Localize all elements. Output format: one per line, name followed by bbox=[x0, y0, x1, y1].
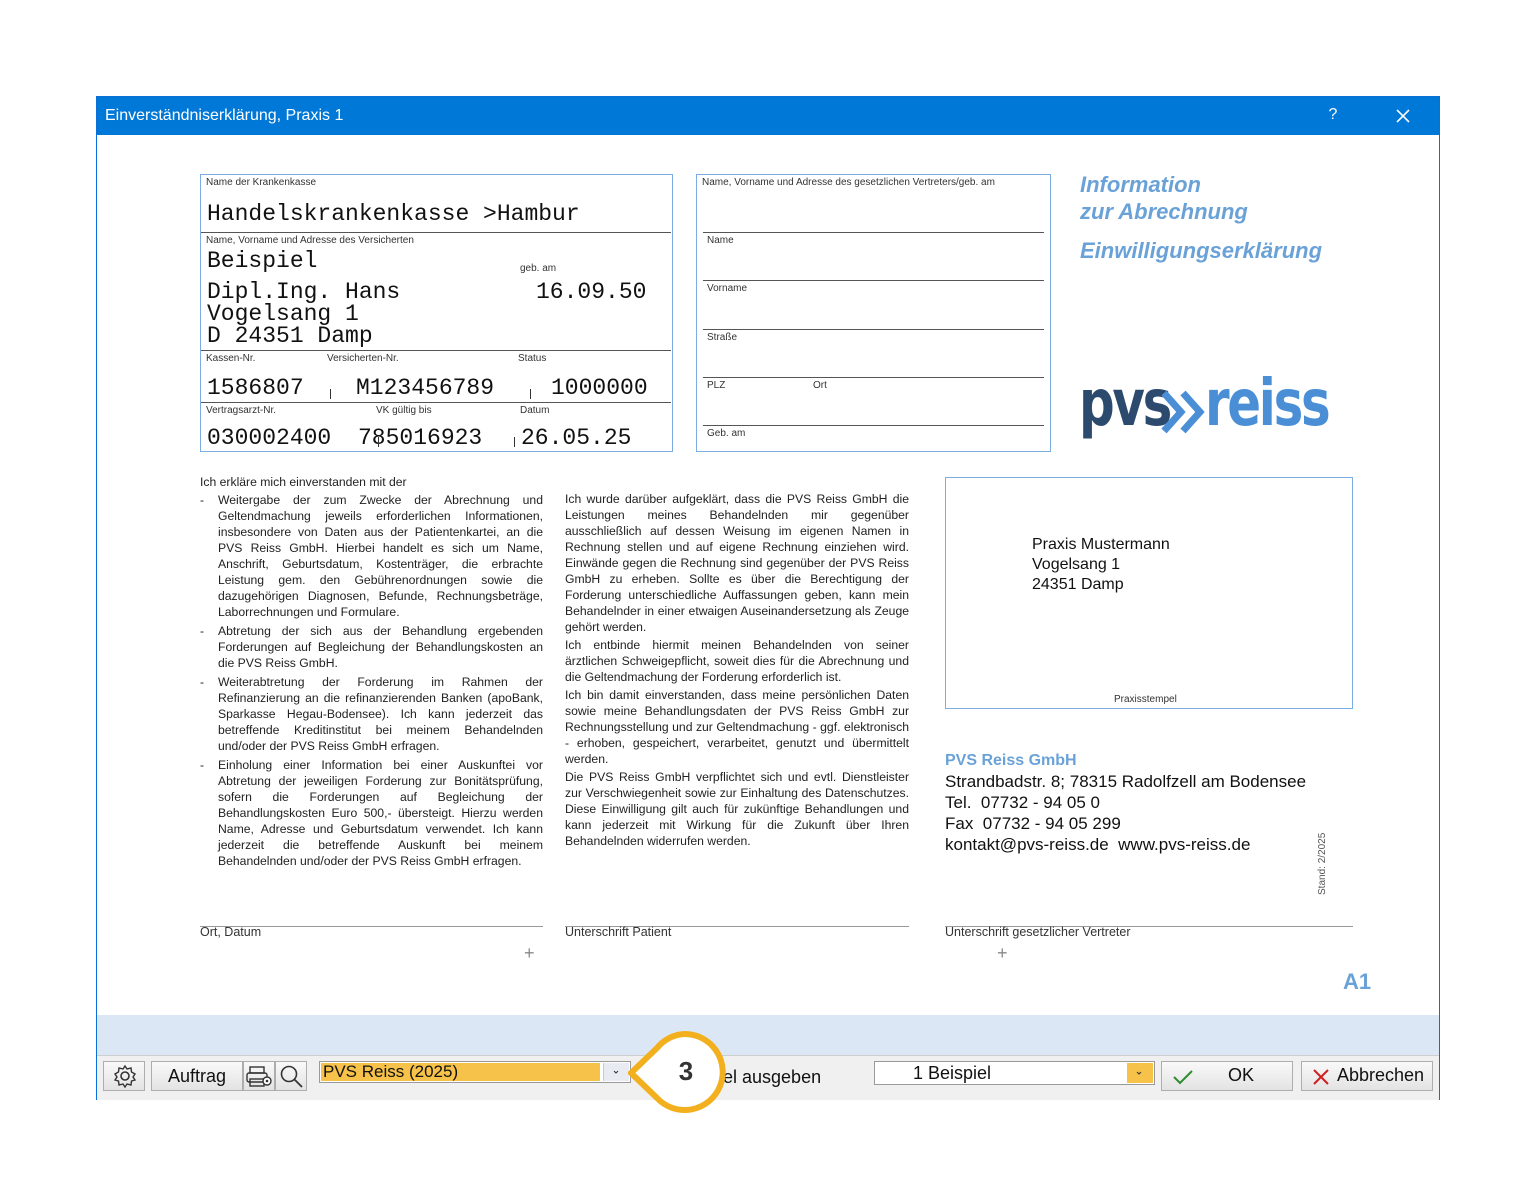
datum-value: 26.05.25 bbox=[521, 425, 632, 451]
bottom-toolbar bbox=[97, 1055, 1439, 1100]
consent-left-column bbox=[200, 474, 543, 869]
crosshair-marker-2: + bbox=[997, 943, 1008, 963]
info-heading bbox=[1080, 171, 1322, 264]
close-icon bbox=[1311, 1067, 1331, 1087]
patient-street: Vogelsang 1 bbox=[207, 301, 359, 327]
copies-select[interactable] bbox=[874, 1061, 1155, 1085]
copies-select-value: 1 Beispiel bbox=[913, 1063, 992, 1083]
chevron-down-icon bbox=[1127, 1063, 1151, 1081]
company-fax: Fax 07732 - 94 05 299 bbox=[945, 814, 1121, 833]
status-value: 1000000 bbox=[551, 375, 648, 401]
template-select-value: PVS Reiss (2025) bbox=[321, 1063, 600, 1081]
practice-stamp-box bbox=[945, 477, 1353, 709]
preview-search-button[interactable] bbox=[275, 1061, 307, 1091]
patient-name-line2: Dipl.Ing. Hans bbox=[207, 279, 401, 305]
label-kassen-nr: Kassen-Nr. bbox=[206, 353, 256, 364]
stamp-label: Praxisstempel bbox=[1114, 694, 1177, 705]
sig-vertreter: Unterschrift gesetzlicher Vertreter bbox=[945, 925, 1131, 939]
patient-name-line1: Beispiel bbox=[207, 248, 318, 274]
pvs-reiss-logo bbox=[1079, 367, 1329, 457]
label-versicherten-nr: Versicherten-Nr. bbox=[327, 353, 399, 364]
sig-ort-datum: Ort, Datum bbox=[200, 925, 262, 939]
versicherten-nr-value: M123456789 bbox=[356, 375, 495, 401]
logo-part1: pvs bbox=[1079, 367, 1170, 441]
printer-settings-icon bbox=[246, 1064, 274, 1088]
logo-chevrons-icon bbox=[1161, 387, 1207, 437]
template-dropdown-button[interactable] bbox=[603, 1063, 629, 1081]
check-icon bbox=[1172, 1067, 1194, 1087]
printer-settings-button[interactable] bbox=[243, 1061, 275, 1091]
stamp-line3: 24351 Damp bbox=[1032, 576, 1124, 593]
rep-name-label: Name bbox=[707, 235, 734, 246]
representative-box bbox=[696, 174, 1051, 452]
consent-bullet-3: - Weiterabtretung der Forderung im Rahmen der Refinanzierung an die refinanzierenden Banken (apoBank, Sparkasse Hegau-Bodensee). Ich kann jederzeit das betreffende Kreditinstitut bei meinem Behandelnden und/oder der PVS Reiss GmbH erfragen. bbox=[200, 675, 543, 753]
patient-city: D 24351 Damp bbox=[207, 323, 373, 349]
rep-ort-label: Ort bbox=[813, 380, 827, 391]
print-output-label: el ausgeben bbox=[723, 1067, 822, 1087]
title-bar bbox=[97, 97, 1439, 135]
window-title: Einverständniserklärung, Praxis 1 bbox=[105, 107, 344, 124]
consent-intro: Ich erkläre mich einverstanden mit der bbox=[200, 475, 407, 489]
rep-strasse-label: Straße bbox=[707, 332, 738, 343]
help-button[interactable]: ? bbox=[1328, 106, 1338, 123]
close-icon[interactable] bbox=[1393, 106, 1413, 126]
info-line1: Information bbox=[1080, 172, 1201, 197]
chevron-down-icon bbox=[604, 1063, 628, 1079]
consent-middle-column bbox=[565, 491, 909, 849]
info-line2: zur Abrechnung bbox=[1080, 199, 1248, 224]
vk-value: 785016923 bbox=[358, 425, 483, 451]
kasse-value: Handelskrankenkasse >Hambur bbox=[207, 201, 580, 227]
cancel-button[interactable] bbox=[1301, 1061, 1433, 1091]
stand-label: Stand: 2/2025 bbox=[1317, 832, 1328, 895]
label-status: Status bbox=[518, 353, 547, 364]
rep-vorname-label: Vorname bbox=[707, 283, 748, 294]
kassen-nr-value: 1586807 bbox=[207, 375, 304, 401]
sig-patient: Unterschrift Patient bbox=[565, 925, 672, 939]
callout-marker bbox=[628, 1030, 728, 1116]
company-web: kontakt@pvs-reiss.de www.pvs-reiss.de bbox=[945, 835, 1251, 854]
preview-bottom-strip bbox=[97, 1015, 1439, 1055]
crosshair-marker-1: + bbox=[524, 943, 535, 963]
label-vk: VK gültig bis bbox=[376, 405, 432, 416]
label-kasse: Name der Krankenkasse bbox=[206, 177, 317, 188]
company-name: PVS Reiss GmbH bbox=[945, 752, 1077, 769]
settings-button[interactable] bbox=[103, 1061, 145, 1091]
ok-label: OK bbox=[1228, 1065, 1255, 1085]
company-tel: Tel. 07732 - 94 05 0 bbox=[945, 793, 1101, 812]
gear-icon bbox=[112, 1064, 138, 1088]
rep-geb-label: Geb. am bbox=[707, 428, 746, 439]
dialog-window bbox=[96, 96, 1440, 1100]
company-info bbox=[945, 750, 1306, 855]
info-line3: Einwilligungserklärung bbox=[1080, 238, 1323, 263]
patient-birthdate: 16.09.50 bbox=[536, 279, 647, 305]
logo-part2: reiss bbox=[1205, 367, 1329, 441]
consent-bullet-1: - Weitergabe der zum Zwecke der Abrechnung und Geltendmachung jeweils erforderlichen Informationen, insbesondere von Daten aus der Patientenkartei, an die PVS Reiss GmbH. Hierbei handelt es sich um Name, Anschrift, Geburtsdatum, Kostenträger, die erbrachte Leistung gem. den Gebührenordnungen sowie die dazugehörigen Diagnosen, Befunde, Rechnungsbeträge, Laborrechnungen und Formulare. bbox=[200, 493, 543, 619]
magnifier-icon bbox=[279, 1064, 305, 1088]
insurance-card-box bbox=[200, 174, 673, 452]
auftrag-button[interactable]: Auftrag bbox=[151, 1061, 243, 1091]
copies-dropdown-button[interactable] bbox=[1127, 1063, 1153, 1083]
form-preview bbox=[97, 135, 1439, 1015]
cancel-label: Abbrechen bbox=[1337, 1065, 1425, 1085]
consent-para-2: Ich entbinde hiermit meinen Behandelnden von seiner ärztlichen Schweigepflicht, soweit dies für die Abrechnung und die Geltendmachung der Forderung erforderlich ist. bbox=[565, 638, 909, 684]
company-address: Strandbadstr. 8; 78315 Radolfzell am Bodensee bbox=[945, 772, 1307, 791]
stamp-line2: Vogelsang 1 bbox=[1032, 556, 1121, 573]
label-vertragsarzt: Vertragsarzt-Nr. bbox=[206, 405, 277, 416]
label-geb-am: geb. am bbox=[520, 263, 557, 274]
rep-plz-label: PLZ bbox=[707, 380, 726, 391]
rep-header: Name, Vorname und Adresse des gesetzlichen Vertreters/geb. am bbox=[702, 177, 995, 188]
form-code: A1 bbox=[1343, 969, 1372, 994]
consent-bullet-2: - Abtretung der sich aus der Behandlung ergebenden Forderungen auf Begleichung der Behandlungskosten an die PVS Reiss GmbH. bbox=[200, 624, 543, 670]
consent-para-1: Ich wurde darüber aufgeklärt, dass die PVS Reiss GmbH die Leistungen meines Behandelnden mir gegenüber ausschließlich auf dessen Weisung im eigenen Namen in Rechnung stellen und auf eigene Rechnung einziehen wird. Einwände gegen die Rechnung sind gegenüber der PVS Reiss GmbH zu erheben. Sollte es über die Berechtigung der Forderung unterschiedliche Auffassungen geben, kann mein Behandelnder in einer etwaigen Auseinandersetzung als Zeuge gehört werden. bbox=[565, 492, 909, 634]
consent-para-4: Die PVS Reiss GmbH verpflichtet sich und evtl. Dienstleister zur Verschwiegenheit sowie zur Einhaltung des Datenschutzes. Diese Einwilligung gilt auch für zukünftige Behandlungen und kann jederzeit mit Wirkung für die Zukunft über Ihren Behandelnden widerrufen werden. bbox=[565, 770, 909, 848]
vertragsarzt-value: 030002400 bbox=[207, 425, 332, 451]
ok-button[interactable] bbox=[1161, 1061, 1293, 1091]
template-select[interactable] bbox=[319, 1061, 631, 1083]
consent-para-3: Ich bin damit einverstanden, dass meine persönlichen Daten sowie meine Behandlungsdaten der PVS Reiss GmbH zur Rechnungsstellung und zur Geltendmachung - ggf. elektronisch - erhoben, gespeichert, verarbeitet, genutzt und übermittelt werden. bbox=[565, 688, 909, 766]
consent-bullet-4: - Einholung einer Information bei einer Auskunftei vor Abtretung der jeweiligen Forderung zur Bonitätsprüfung, sofern die Forderungen auf Begleichung der Behandlungskosten Euro 500,- übersteigt. Hierzu werden Name, Adresse und Geburtsdatum verwendet. Ich kann jederzeit die betreffende Auskunft bei meinem Behandelnden und/oder der PVS Reiss GmbH erfragen. bbox=[200, 758, 543, 868]
label-datum: Datum bbox=[520, 405, 550, 416]
callout-number: 3 bbox=[678, 1056, 694, 1086]
label-versicherter: Name, Vorname und Adresse des Versicherten bbox=[206, 235, 414, 246]
stamp-line1: Praxis Mustermann bbox=[1032, 536, 1170, 553]
